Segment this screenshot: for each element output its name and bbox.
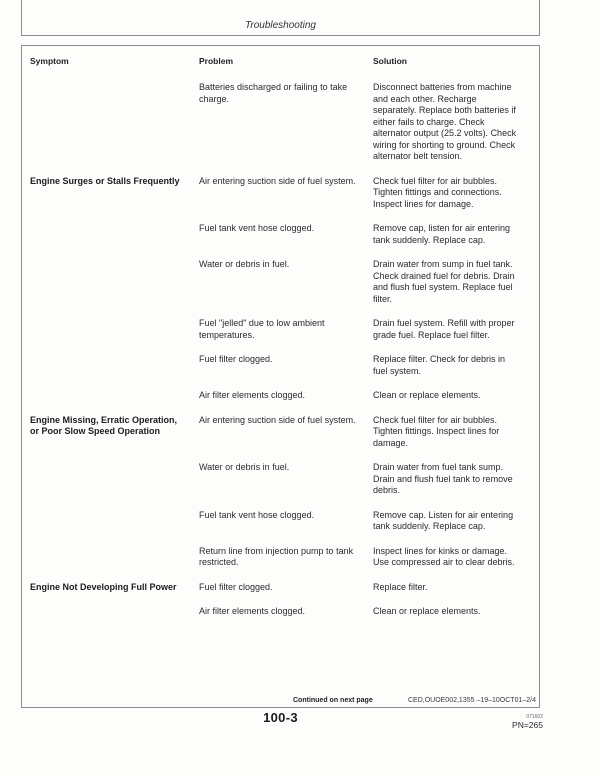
solution-cell: Remove cap, listen for air entering tank suddenly. Replace cap. bbox=[373, 223, 511, 245]
solution-cell: Clean or replace elements. bbox=[373, 390, 481, 400]
problem-cell: Fuel tank vent hose clogged. bbox=[199, 509, 315, 520]
table-row bbox=[30, 582, 531, 594]
symptom-cell bbox=[30, 82, 199, 163]
symptom-cell bbox=[30, 318, 199, 341]
problem-cell: Air filter elements clogged. bbox=[199, 606, 306, 616]
problem-cell: Return line from injection pump to tank restricted. bbox=[199, 545, 354, 567]
symptom-cell bbox=[30, 606, 199, 618]
table-row bbox=[30, 259, 531, 305]
page-number: 100-3 bbox=[263, 710, 298, 725]
solution-cell: Replace filter. Check for debris in fuel system. bbox=[373, 354, 506, 376]
pn-number: PN=265 bbox=[512, 720, 543, 730]
solution-cell: Replace filter. bbox=[373, 581, 428, 592]
solution-cell: Check fuel filter for air bubbles. Tighten fittings and connections. Inspect lines for damage. bbox=[373, 175, 502, 209]
solution-cell: Check fuel filter for air bubbles. Tighten fittings. Inspect lines for damage. bbox=[373, 414, 500, 448]
symptom-cell bbox=[30, 390, 199, 402]
column-header-solution: Solution bbox=[373, 56, 407, 66]
symptom-cell bbox=[30, 546, 199, 569]
running-header bbox=[21, 0, 540, 36]
symptom-cell bbox=[30, 462, 199, 497]
solution-cell: Drain water from fuel tank sump. Drain and flush fuel tank to remove debris. bbox=[373, 462, 513, 495]
problem-cell: Water or debris in fuel. bbox=[199, 462, 290, 472]
troubleshooting-table bbox=[21, 45, 540, 708]
table-body bbox=[30, 82, 531, 618]
table-row bbox=[30, 546, 531, 569]
table-row bbox=[30, 223, 531, 246]
table-row bbox=[30, 606, 531, 618]
problem-cell: Air entering suction side of fuel system. bbox=[199, 175, 356, 186]
symptom-cell bbox=[30, 259, 199, 305]
symptom-cell bbox=[30, 510, 199, 533]
solution-cell: Disconnect batteries from machine and each other. Recharge separately. Replace both batteries if either fails to charge. Check alternator output (25.2 volts). Check wiring for shorting to ground. Check alternator belt tension. bbox=[373, 82, 517, 161]
symptom-cell bbox=[30, 354, 199, 377]
table-footer bbox=[22, 697, 539, 706]
document-code: CED,OUOE002,1355 –19–10OCT01–2/4 bbox=[407, 697, 536, 704]
solution-cell: Drain water from sump in fuel tank. Check drained fuel for debris. Drain and flush fuel system. Replace fuel filter. bbox=[373, 259, 515, 304]
problem-cell: Air filter elements clogged. bbox=[199, 390, 306, 400]
problem-cell: Fuel tank vent hose clogged. bbox=[199, 223, 315, 233]
table-row bbox=[30, 390, 531, 402]
table-row bbox=[30, 176, 531, 211]
problem-cell: Fuel "jelled" due to low ambient temperatures. bbox=[199, 318, 325, 340]
symptom-cell: Engine Surges or Stalls Frequently bbox=[30, 175, 180, 186]
table-row bbox=[30, 318, 531, 341]
symptom-cell: Engine Missing, Erratic Operation, or Poor Slow Speed Operation bbox=[30, 414, 178, 436]
column-header-problem: Problem bbox=[199, 56, 234, 66]
column-header-symptom: Symptom bbox=[30, 56, 69, 66]
print-date-stamp: 071602 bbox=[526, 714, 543, 720]
solution-cell: Drain fuel system. Refill with proper grade fuel. Replace fuel filter. bbox=[373, 318, 515, 340]
table-column-headers bbox=[30, 56, 531, 66]
problem-cell: Fuel filter clogged. bbox=[199, 581, 273, 592]
table-row bbox=[30, 415, 531, 450]
table-row bbox=[30, 510, 531, 533]
table-row bbox=[30, 462, 531, 497]
problem-cell: Air entering suction side of fuel system. bbox=[199, 414, 356, 425]
symptom-cell: Engine Not Developing Full Power bbox=[30, 581, 177, 592]
continued-on-next-page-label: Continued on next page bbox=[293, 697, 373, 704]
symptom-cell bbox=[30, 223, 199, 246]
problem-cell: Fuel filter clogged. bbox=[199, 354, 273, 364]
solution-cell: Inspect lines for kinks or damage. Use compressed air to clear debris. bbox=[373, 545, 515, 567]
problem-cell: Water or debris in fuel. bbox=[199, 259, 290, 269]
table-row bbox=[30, 354, 531, 377]
solution-cell: Clean or replace elements. bbox=[373, 606, 481, 616]
table-row bbox=[30, 82, 531, 163]
page-title: Troubleshooting bbox=[245, 20, 316, 31]
print-stamp bbox=[512, 714, 543, 730]
solution-cell: Remove cap. Listen for air entering tank suddenly. Replace cap. bbox=[373, 509, 514, 531]
problem-cell: Batteries discharged or failing to take charge. bbox=[199, 82, 348, 104]
